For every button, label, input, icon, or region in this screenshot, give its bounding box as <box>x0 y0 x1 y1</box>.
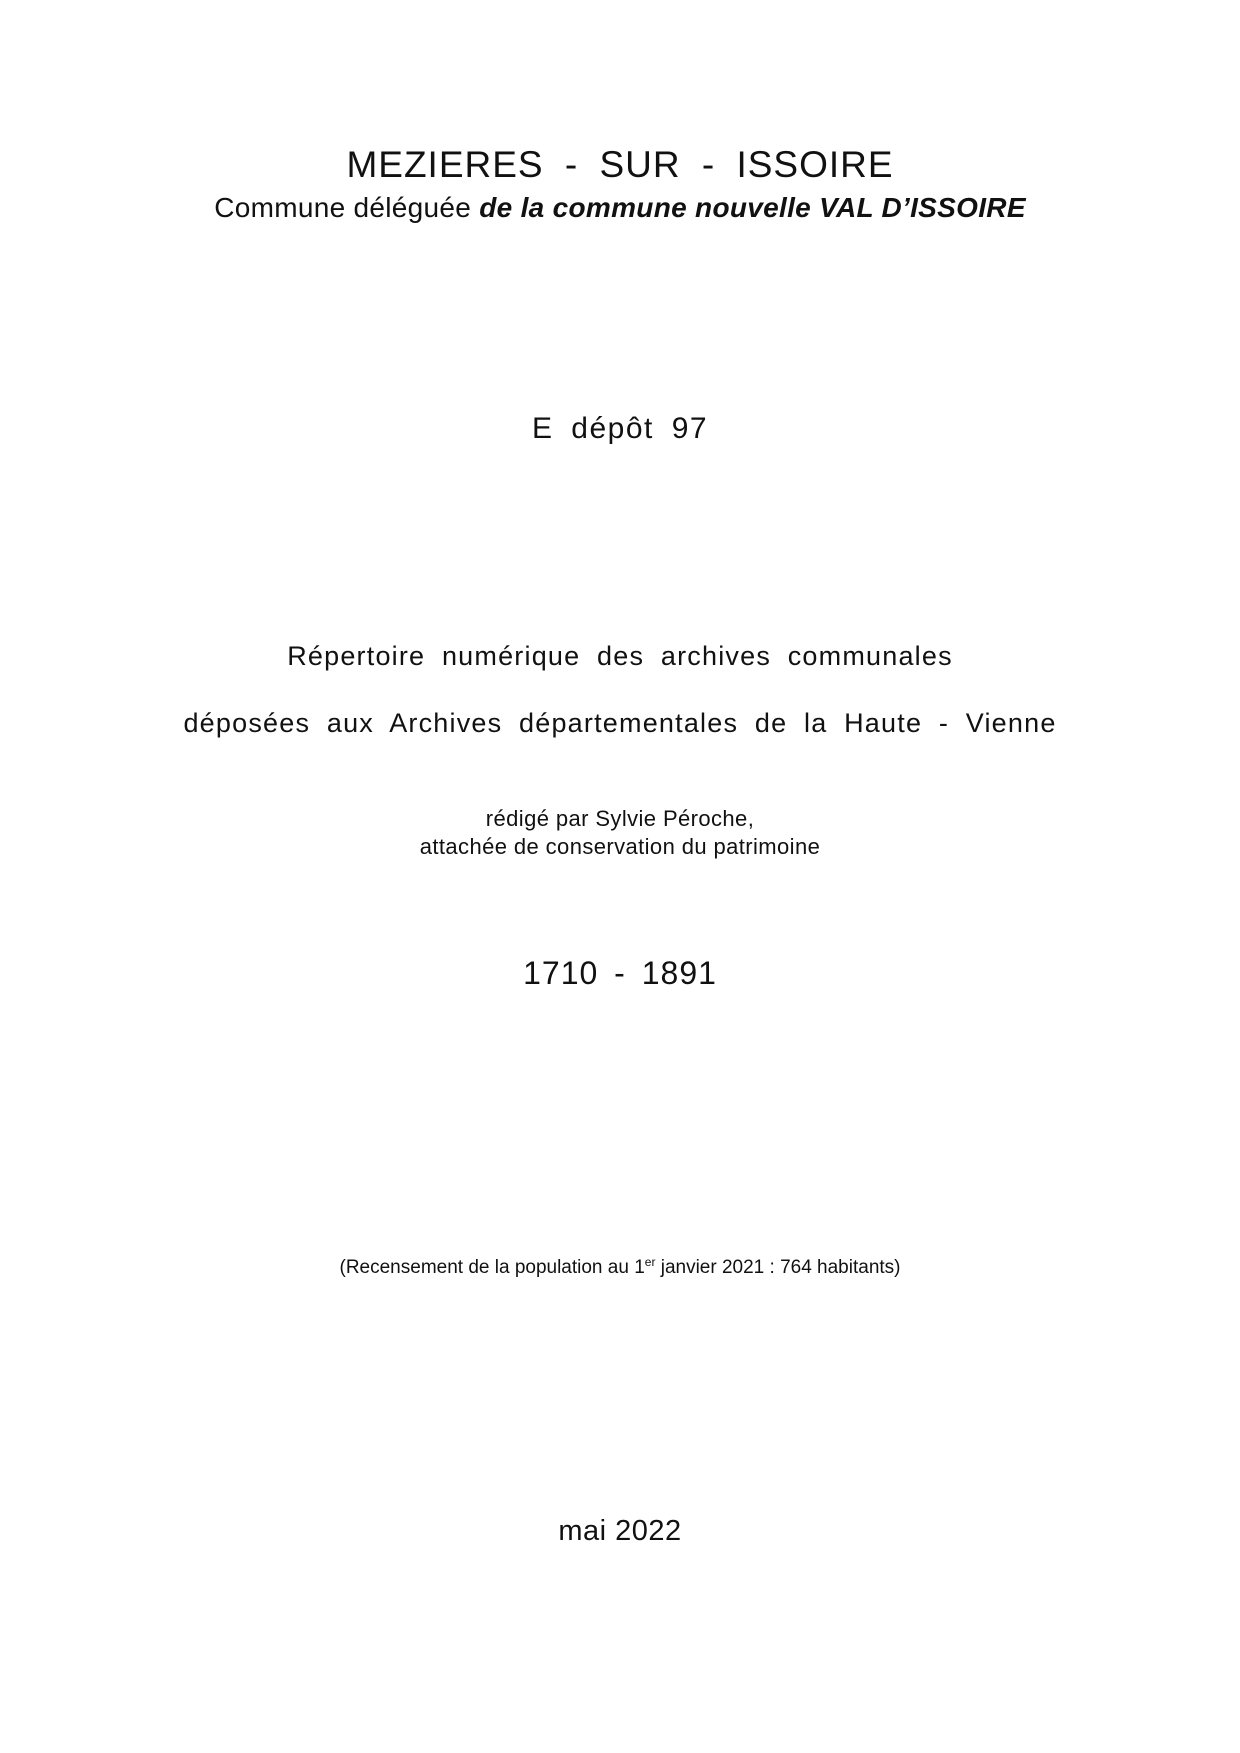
document-title-line-1: Répertoire numérique des archives communales <box>287 641 953 671</box>
date-range: 1710 - 1891 <box>523 955 717 991</box>
census-note-end: janvier 2021 : 764 habitants) <box>655 1257 901 1278</box>
commune-subtitle <box>0 192 1240 224</box>
author-name: rédigé par Sylvie Péroche, <box>485 806 755 831</box>
census-note-start: (Recensement de la population au 1 <box>339 1257 645 1278</box>
commune-name: MEZIERES - SUR - ISSOIRE <box>346 144 894 185</box>
author-role: attachée de conservation du patrimoine <box>419 834 821 859</box>
census-note-superscript: er <box>644 1255 656 1269</box>
edition-date: mai 2022 <box>558 1515 682 1547</box>
depot-reference: E dépôt 97 <box>531 412 709 445</box>
commune-subtitle-emphasis: de la commune nouvelle VAL D’ISSOIRE <box>479 192 1026 223</box>
document-title-line-2: déposées aux Archives départementales de la Haute - Vienne <box>183 708 1057 738</box>
census-note <box>0 1257 1240 1279</box>
commune-subtitle-regular: Commune déléguée <box>214 192 480 223</box>
